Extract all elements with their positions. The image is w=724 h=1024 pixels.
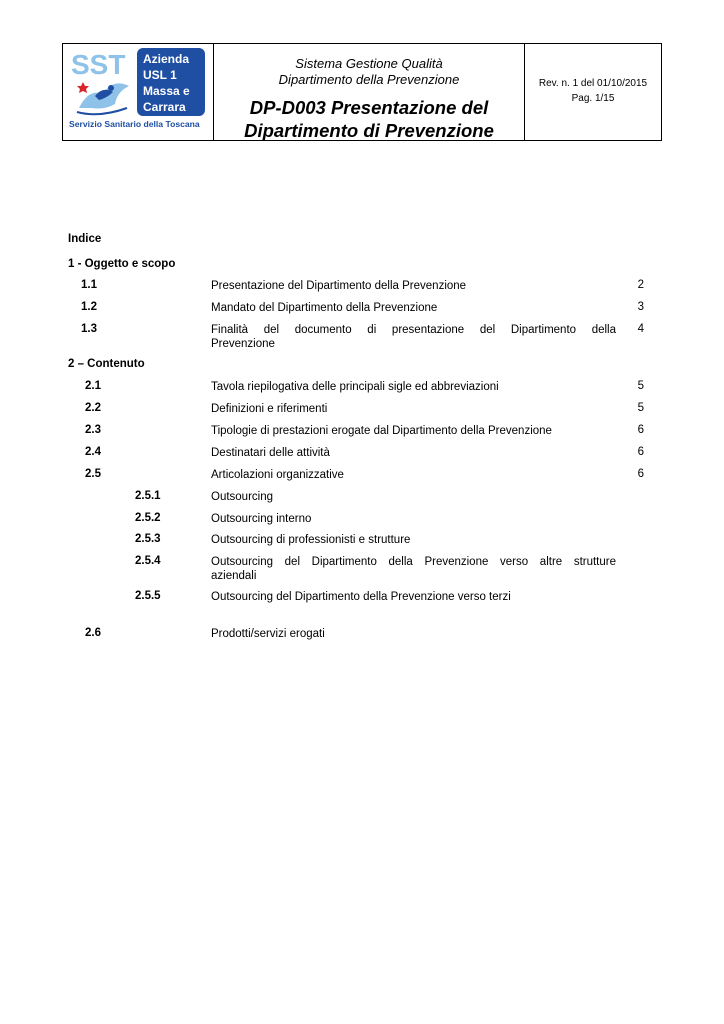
logo-org-line-2: USL 1 [143,68,177,82]
toc-section-1: 1 - Oggetto e scopo [68,258,176,270]
toc-entry-number: 2.5.1 [135,490,161,502]
revision-cell [525,44,661,140]
logo-org-line-1: Azienda [143,52,190,66]
toc-entry-page: 6 [637,446,644,458]
logo-footer: Servizio Sanitario della Toscana [69,119,200,129]
toc-entry-number: 2.5.2 [135,512,161,524]
toc-entry-text-line-2: aziendali [211,570,257,582]
document-header-table [62,43,662,141]
toc-entry-number: 2.6 [85,627,101,639]
toc-entry-text: Outsourcing del Dipartimento della Prevenzione verso terzi [211,591,511,603]
toc-entry-text: Articolazioni organizzative [211,469,344,481]
title-cell [214,44,525,140]
toc-entry-page: 3 [637,301,644,313]
toc-entry-page: 4 [637,323,644,335]
toc-entry-number: 2.5.5 [135,590,161,602]
title-line-1: DP-D003 Presentazione del [249,97,489,118]
toc-entry-text: Presentazione del Dipartimento della Prevenzione [211,280,467,292]
toc-entry-text: Definizioni e riferimenti [211,403,328,415]
toc-entry-text-line-1: Outsourcing del Dipartimento della Prevenzione verso altre strutture [211,556,616,568]
page-number: Pag. 1/15 [571,93,615,104]
toc-entry-text: Mandato del Dipartimento della Prevenzione [211,302,438,314]
toc-entry-number: 2.5.4 [135,555,161,567]
toc-entry-text-line-2: Prevenzione [211,338,275,350]
toc-entry-number: 1.2 [81,301,97,313]
toc-entry-text: Prodotti/servizi erogati [211,628,325,640]
system-line-1: Sistema Gestione Qualità [295,56,443,71]
toc-entry-number: 1.3 [81,323,97,335]
toc-entry-page: 5 [637,402,644,414]
toc-entry-page: 2 [637,279,644,291]
toc-entry-text: Outsourcing di professionisti e strutture [211,534,411,546]
toc-entry-text: Destinatari delle attività [211,447,330,459]
revision-text: Rev. n. 1 del 01/10/2015 [538,78,648,89]
logo-letters: SST [71,49,126,80]
system-name [214,56,524,88]
asl-logo [69,48,207,130]
revision-info [525,76,661,106]
system-line-2: Dipartimento della Prevenzione [278,72,460,87]
toc-section-2: 2 – Contenuto [68,358,145,370]
toc-entry-number: 2.5.3 [135,533,161,545]
toc-entry-number: 2.4 [85,446,101,458]
toc-entry-page: 6 [637,424,644,436]
toc-entry-text: Tipologie di prestazioni erogate dal Dipartimento della Prevenzione [211,425,552,437]
toc-entry-text: Outsourcing [211,491,274,503]
toc-entry-page: 6 [637,468,644,480]
toc-entry-number: 1.1 [81,279,97,291]
toc-entry-number: 2.5 [85,468,101,480]
logo-org-line-3: Massa e [143,84,190,98]
logo-org-line-4: Carrara [143,100,186,114]
toc-entry-number: 2.1 [85,380,101,392]
toc-entry-number: 2.2 [85,402,101,414]
logo-cell [63,44,214,140]
document-title [214,96,524,142]
toc-entry-number: 2.3 [85,424,101,436]
toc-heading: Indice [68,233,102,245]
toc-entry-text: Outsourcing interno [211,513,312,525]
title-line-2: Dipartimento di Prevenzione [244,120,494,141]
toc-entry-page: 5 [637,380,644,392]
toc-entry-text: Tavola riepilogativa delle principali sigle ed abbreviazioni [211,381,499,393]
toc-entry-text-line-1: Finalità del documento di presentazione del Dipartimento della [211,324,616,336]
